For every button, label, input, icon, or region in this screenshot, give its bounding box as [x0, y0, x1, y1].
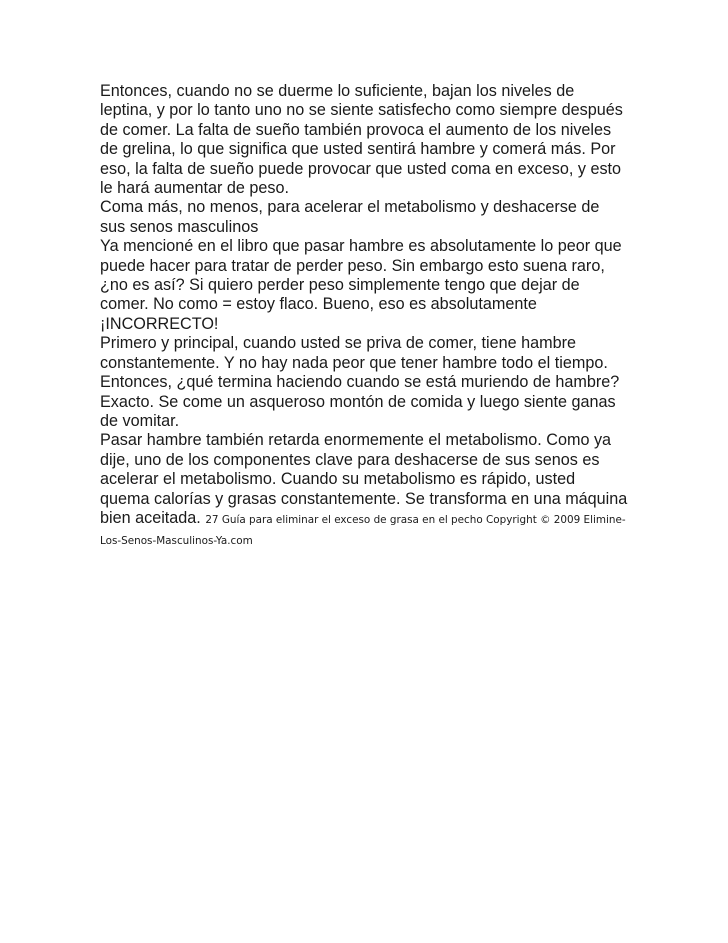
body-text	[100, 82, 628, 552]
paragraph-starving-worst: Ya mencioné en el libro que pasar hambre es absolutamente lo peor que puede hacer para tratar de perder peso. Sin embargo esto suena raro, ¿no es así? Si quiero perder peso simplemente tengo que dejar de comer. No como = estoy flaco. Bueno, eso es absolutamente ¡INCORRECTO!	[100, 237, 622, 333]
paragraph-deprived-hunger: Primero y principal, cuando usted se priva de comer, tiene hambre constantemente. Y no hay nada peor que tener hambre todo el tiempo. Entonces, ¿qué termina haciendo cuando se está muriendo de hambre? Exacto. Se come un asqueroso montón de comida y luego siente ganas de vomitar.	[100, 334, 620, 430]
page-footer: 27 Guía para eliminar el exceso de grasa en el pecho Copyright © 2009 Elimine-Los-Senos-Masculinos-Ya.com	[100, 513, 626, 548]
paragraph-heading-eat-more: Coma más, no menos, para acelerar el metabolismo y deshacerse de sus senos masculinos	[100, 198, 600, 236]
paragraph-sleep-leptin: Entonces, cuando no se duerme lo suficiente, bajan los niveles de leptina, y por lo tanto uno no se siente satisfecho como siempre después de comer. La falta de sueño también provoca el aumento de los niveles de grelina, lo que significa que usted sentirá hambre y comerá más. Por eso, la falta de sueño puede provocar que usted coma en exceso, y esto le hará aumentar de peso.	[100, 82, 623, 198]
paragraph-metabolism	[100, 431, 628, 551]
paragraph-metabolism-text: Pasar hambre también retarda enormemente el metabolismo. Como ya dije, uno de los componentes clave para deshacerse de sus senos es acelerar el metabolismo. Cuando su metabolismo es rápido, usted quema calorías y grasas constantemente. Se transforma en una máquina bien aceitada.	[100, 431, 628, 527]
